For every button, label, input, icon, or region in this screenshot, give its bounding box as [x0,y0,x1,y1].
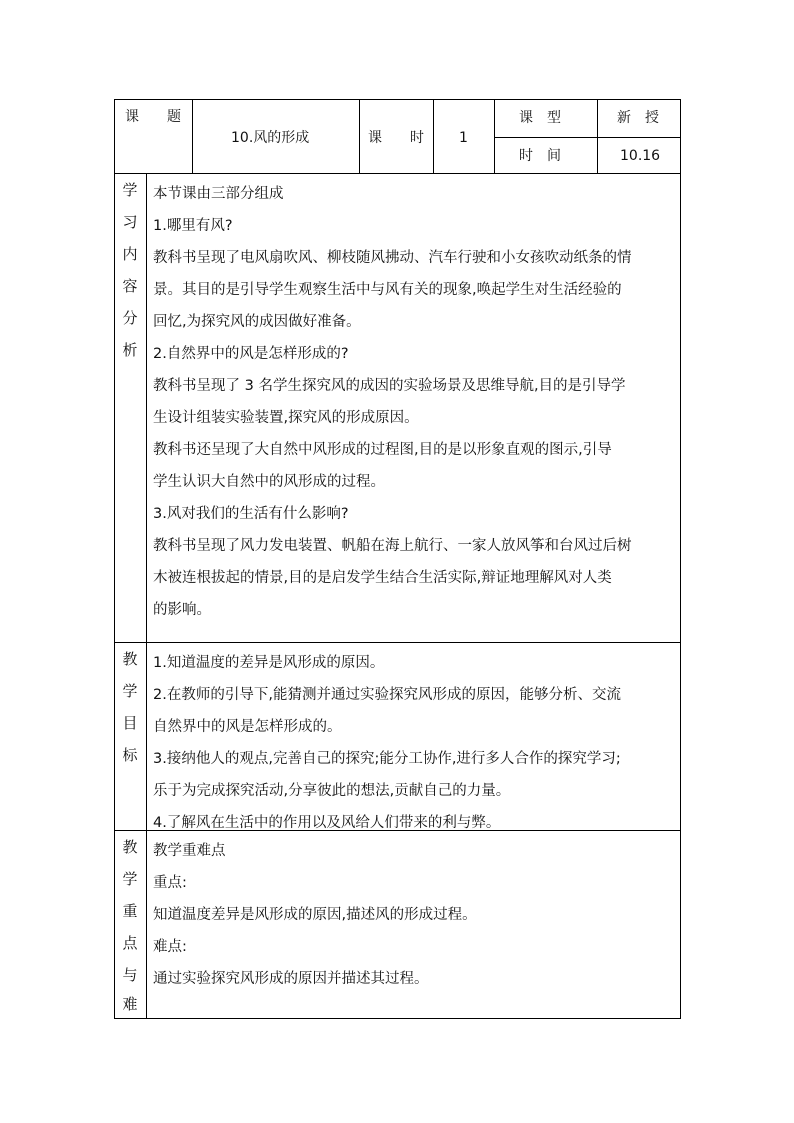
section-label-char: 分 [122,309,138,327]
time-value: 10.16 [620,148,661,164]
content-line: 的影响。 [153,602,211,618]
content-line: 学生认识大自然中的风形成的过程。 [153,474,385,490]
content-line: 2.在教师的引导下,能猜测并通过实验探究风形成的原因，能够分析、交流 [153,687,621,703]
section-content [153,178,676,626]
content-line: 3.接纳他人的观点,完善自己的探究;能分工协作,进行多人合作的探究学习; [153,751,621,767]
section-label-char: 析 [122,341,138,359]
key-points-section [114,831,681,1019]
content-line: 通过实验探究风形成的原因并描述其过程。 [153,971,429,987]
section-label-char: 目 [122,714,138,732]
teaching-goals-section [114,643,681,831]
time-label: 时 间 [519,148,561,164]
content-line: 1.知道温度的差异是风形成的原因。 [153,655,385,671]
section-label-char: 与 [122,966,138,984]
section-label-char: 重 [122,902,138,920]
content-line: 4.了解风在生活中的作用以及风给人们带来的利与弊。 [153,815,501,831]
period-label: 课 时 [368,130,424,146]
header-table [114,99,681,174]
content-line: 难点: [153,939,187,955]
type-label: 课 型 [519,110,561,126]
content-line: 木被连根拔起的情景,目的是启发学生结合生活实际,辩证地理解风对人类 [153,570,612,586]
section-label-char: 难 [122,995,138,1013]
content-line: 教科书还呈现了大自然中风形成的过程图,目的是以形象直观的图示,引导 [153,442,612,458]
subject-label: 课 题 [125,109,181,125]
divider [359,100,360,173]
content-line: 教科书呈现了 3 名学生探究风的成因的实验场景及思维导航,目的是引导学 [153,378,626,394]
content-line: 3.风对我们的生活有什么影响? [153,506,349,522]
content-line: 生设计组装实验装置,探究风的形成原因。 [153,410,419,426]
section-label-char: 学 [122,682,138,700]
period-value: 1 [459,130,468,146]
content-line: 本节课由三部分组成 [153,186,284,202]
content-line: 景。其目的是引导学生观察生活中与风有关的现象,唤起学生对生活经验的 [153,282,622,298]
section-label-column [115,643,147,830]
content-line: 自然界中的风是怎样形成的。 [153,719,342,735]
content-line: 1.哪里有风? [153,218,233,234]
section-label-char: 教 [122,838,138,856]
section-label-column [115,831,147,1018]
section-content [153,647,676,839]
content-line: 乐于为完成探究活动,分享彼此的想法,贡献自己的力量。 [153,783,511,799]
divider [494,137,680,138]
section-content [153,835,676,995]
section-label-char: 标 [122,746,138,764]
section-label-char: 学 [122,181,138,199]
content-line: 回忆,为探究风的成因做好准备。 [153,314,361,330]
section-label-char: 容 [122,277,138,295]
content-line: 2.自然界中的风是怎样形成的? [153,346,349,362]
section-label-char: 学 [122,870,138,888]
section-label-column [115,174,147,642]
content-line: 知道温度差异是风形成的原因,描述风的形成过程。 [153,907,477,923]
divider [433,100,434,173]
content-analysis-section [114,174,681,643]
content-line: 教科书呈现了电风扇吹风、柳枝随风拂动、汽车行驶和小女孩吹动纸条的情 [153,250,632,266]
section-label-char: 内 [122,245,138,263]
section-label-char: 教 [122,650,138,668]
divider [192,100,193,173]
lesson-title: 10.风的形成 [231,130,310,146]
content-line: 重点: [153,875,187,891]
type-value: 新 授 [617,110,659,126]
section-label-char: 习 [122,213,138,231]
section-label-char: 点 [122,934,138,952]
content-line: 教学重难点 [153,843,226,859]
content-line: 教科书呈现了风力发电装置、帆船在海上航行、一家人放风筝和台风过后树 [153,538,632,554]
